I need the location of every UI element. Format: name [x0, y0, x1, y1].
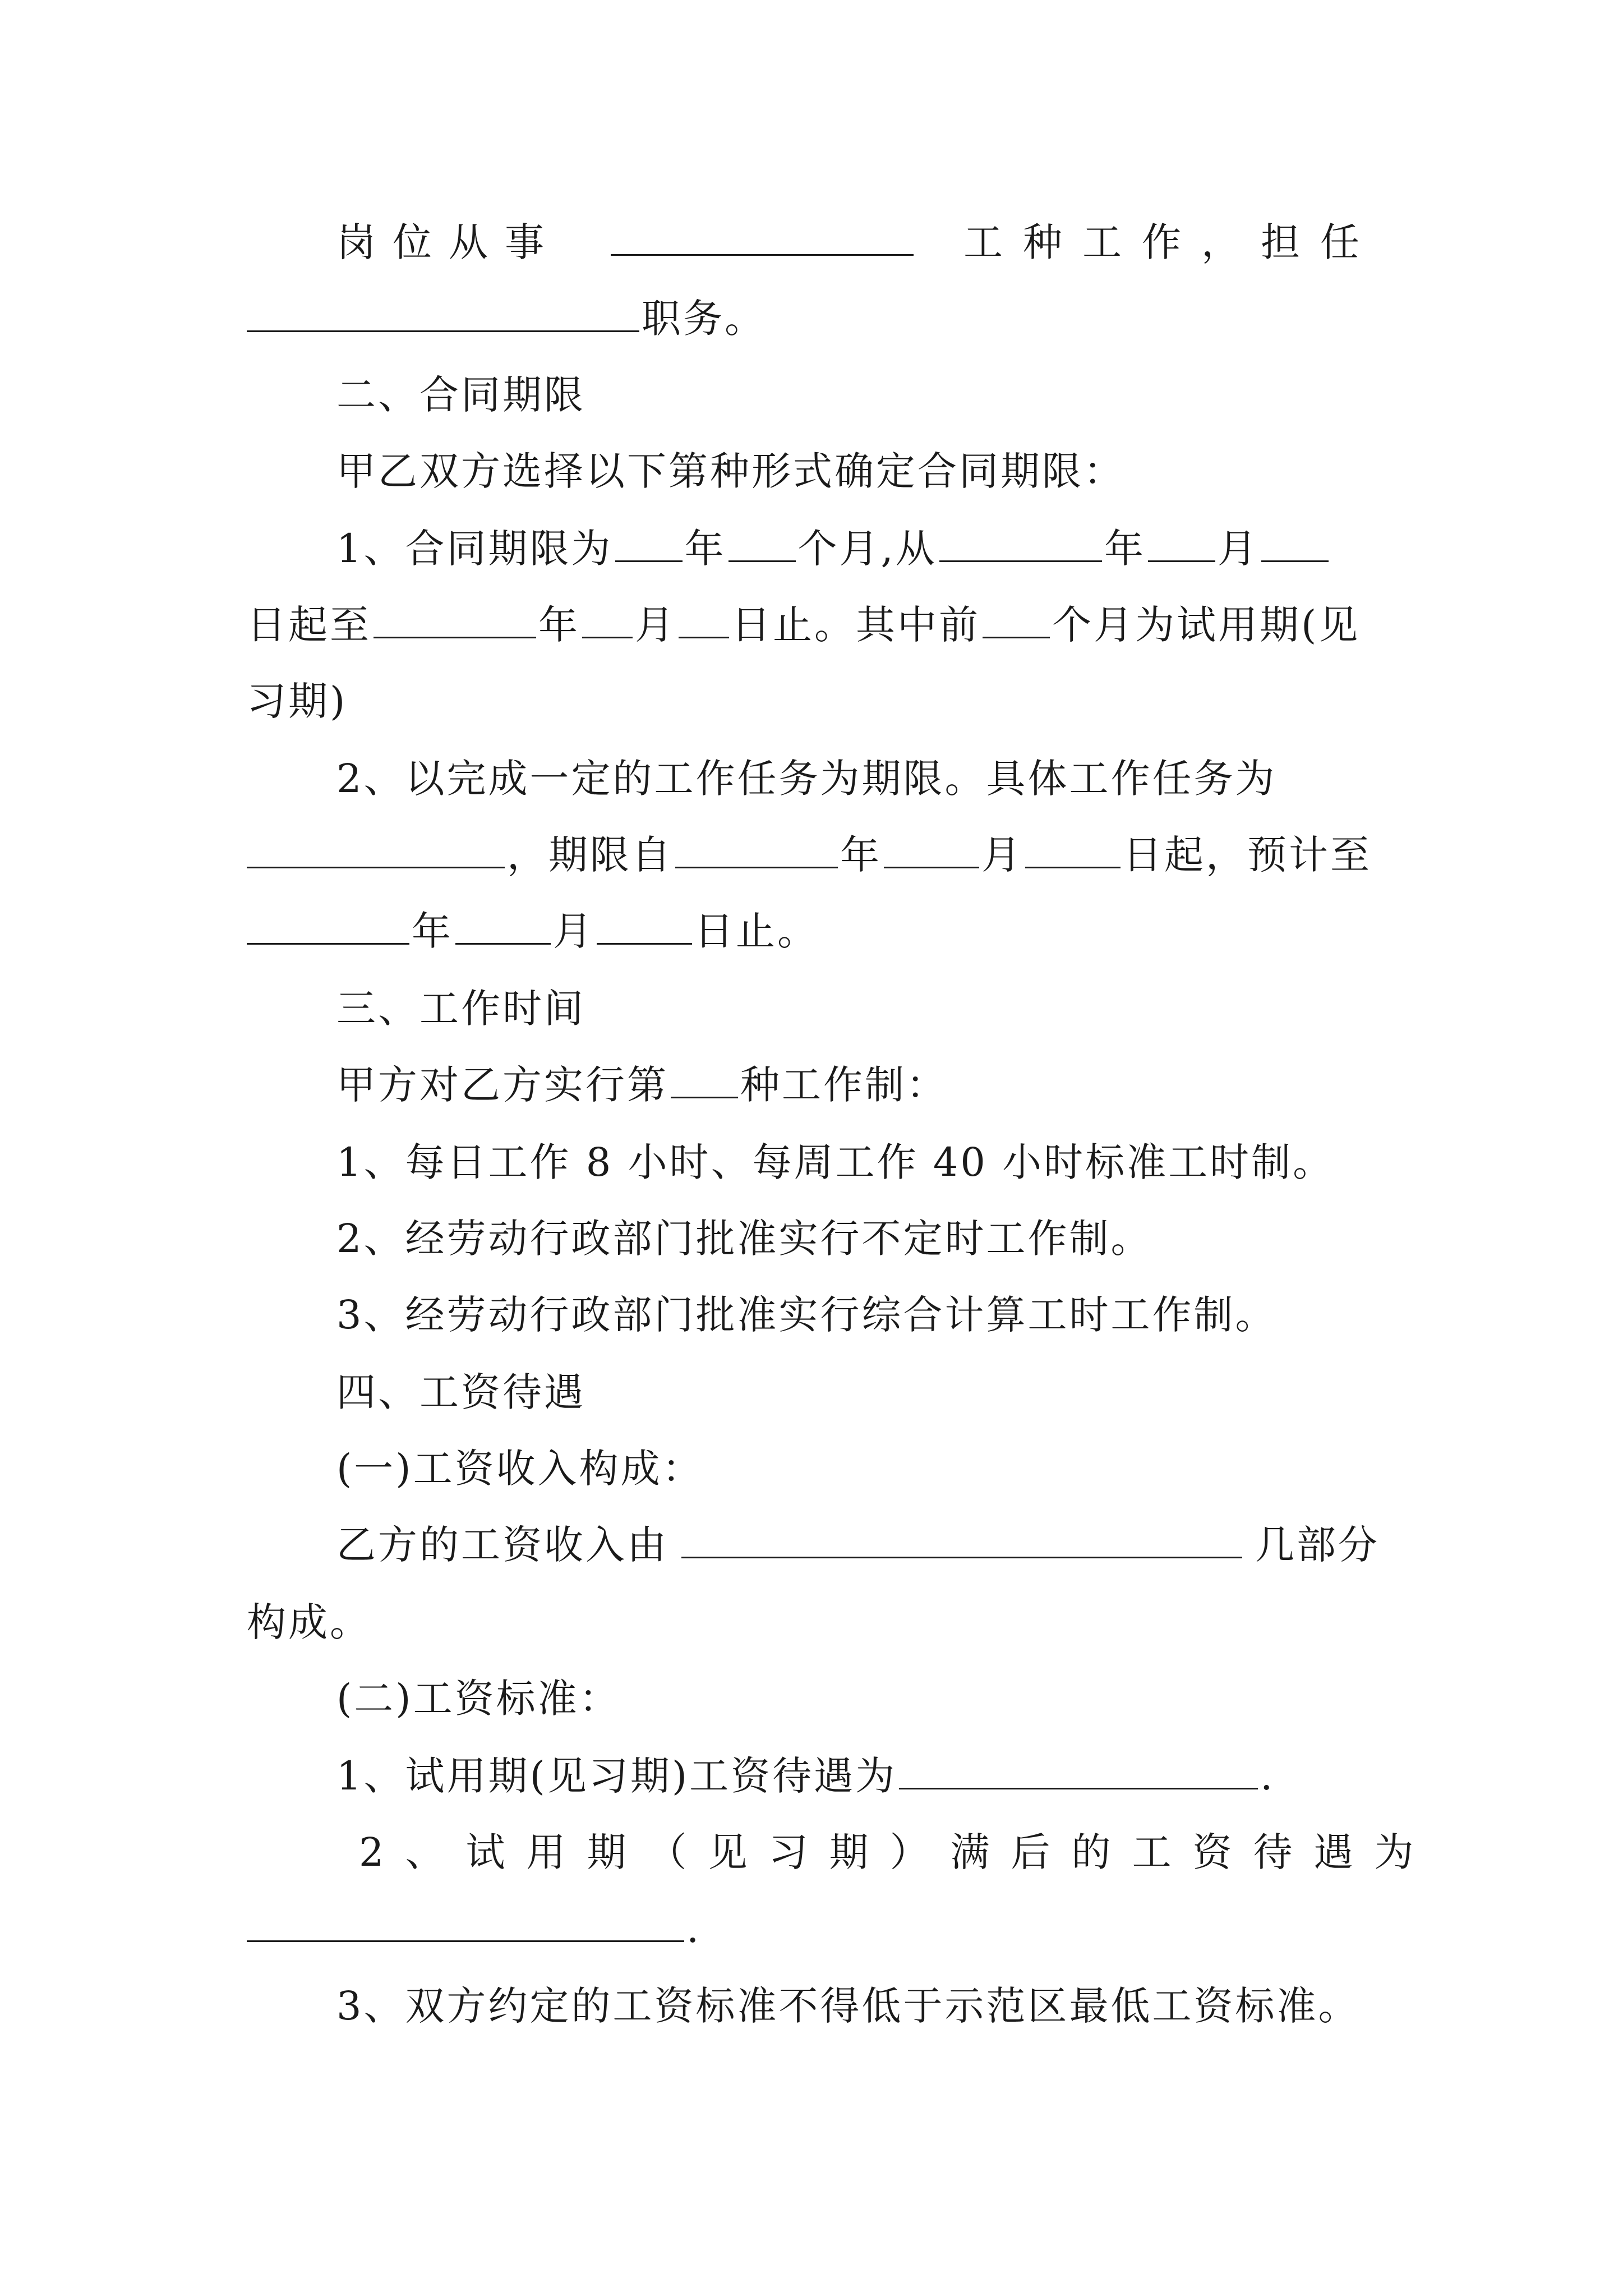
heading-wage-standard: (二)工资标准：	[336, 1676, 621, 1722]
text-position: 职务。	[642, 296, 766, 342]
text-wage-composition-b: 几部分	[1255, 1522, 1380, 1568]
text-term-1-c: 个月,从	[797, 526, 937, 572]
line-post-probation-blank	[247, 1901, 1380, 1957]
blank-start-year	[939, 523, 1102, 562]
heading-wages: 四、工资待遇	[336, 1369, 585, 1415]
blank-end-day	[679, 600, 729, 638]
text-comprehensive-hours: 3、经劳动行政部门批准实行综合计算工时工作制。	[336, 1292, 1277, 1338]
text-term-1-e: 月	[1217, 526, 1259, 572]
heading-wage-composition: (一)工资收入构成：	[336, 1446, 704, 1492]
text-term-2-end-a: 年	[412, 908, 453, 954]
blank-months	[728, 523, 796, 562]
line-term-1-cont	[247, 597, 1380, 653]
text-term-2-end-c: 日止。	[694, 908, 819, 954]
blank-task-end-year	[247, 906, 409, 945]
text-term-1-cont-d: 日止。其中前	[731, 602, 980, 648]
text-min-wage: 3、双方约定的工资标准不得低于示范区最低工资标准。	[336, 1983, 1360, 2029]
heading-contract-term: 二、合同期限	[336, 372, 585, 418]
text-term-1-cont-a: 日起至	[247, 602, 371, 648]
blank-years	[615, 523, 683, 562]
blank-task-start-year	[675, 830, 838, 868]
line-probation-wage	[336, 1748, 1380, 1804]
blank-task	[247, 830, 505, 868]
blank-end-year	[374, 600, 536, 638]
text-probation-wage-end: .	[1260, 1753, 1275, 1799]
line-term-1	[336, 521, 1380, 577]
blank-work-type	[611, 217, 914, 256]
text-term-1-cont-b: 年	[538, 602, 580, 648]
blank-task-start-day	[1025, 830, 1121, 868]
text-term-1-cont-e: 个月为试用期(见	[1052, 602, 1361, 648]
text-post-probation-wage: 2、试用期（见习期）满后的工资待遇为	[359, 1829, 1435, 1875]
text-probation-wage: 1、试用期(见习期)工资待遇为	[336, 1753, 897, 1799]
text-term-1-d: 年	[1104, 526, 1146, 572]
text-wage-composition-a: 乙方的工资收入由	[336, 1522, 668, 1568]
text-standard-hours: 1、每日工作 8 小时、每周工作 40 小时标准工时制。	[336, 1139, 1335, 1185]
text-work-system-b: 种工作制：	[740, 1062, 948, 1108]
text-term-2-a: ，期限自	[507, 832, 673, 878]
blank-wage-parts	[681, 1520, 1242, 1558]
line-work-system	[336, 1057, 1380, 1113]
blank-task-end-month	[455, 906, 551, 945]
text-probation-close: 习期)	[247, 678, 348, 724]
text-term-1-b: 年	[684, 526, 726, 572]
line-wage-composition	[336, 1517, 1380, 1573]
line-term-2-cont	[247, 827, 1380, 883]
text-term-2-d: 日起，预计至	[1123, 832, 1372, 878]
text-post-probation-end: .	[686, 1906, 702, 1952]
blank-end-month	[582, 600, 633, 638]
blank-start-month	[1148, 523, 1215, 562]
text-term-1-cont-c: 月	[635, 602, 676, 648]
line-post-work-type	[336, 214, 1380, 270]
blank-post-probation-wage	[247, 1903, 684, 1942]
blank-task-end-day	[597, 906, 692, 945]
blank-work-system	[671, 1060, 738, 1098]
blank-probation-months	[983, 600, 1050, 638]
blank-start-day	[1261, 523, 1329, 562]
text-term-1-a: 1、合同期限为	[336, 526, 613, 572]
blank-position	[247, 293, 639, 332]
heading-work-hours: 三、工作时间	[336, 986, 585, 1032]
text-term-2: 2、以完成一定的工作任务为期限。具体工作任务为	[336, 756, 1277, 802]
text-post-engaged: 岗位从事	[336, 219, 561, 265]
line-position	[247, 291, 1380, 347]
text-flexible-hours: 2、经劳动行政部门批准实行不定时工作制。	[336, 1216, 1152, 1262]
text-work-system-a: 甲方对乙方实行第	[336, 1062, 668, 1108]
text-term-2-c: 月	[981, 832, 1023, 878]
text-term-2-end-b: 月	[553, 908, 594, 954]
blank-probation-wage	[899, 1751, 1258, 1789]
text-composed: 构成。	[247, 1599, 371, 1645]
text-work-type-serve: 工种工作，担任	[963, 219, 1380, 265]
blank-task-start-month	[884, 830, 979, 868]
text-term-2-b: 年	[840, 832, 882, 878]
line-term-2-end	[247, 903, 1380, 959]
text-term-choice: 甲乙双方选择以下第种形式确定合同期限：	[336, 448, 1125, 494]
